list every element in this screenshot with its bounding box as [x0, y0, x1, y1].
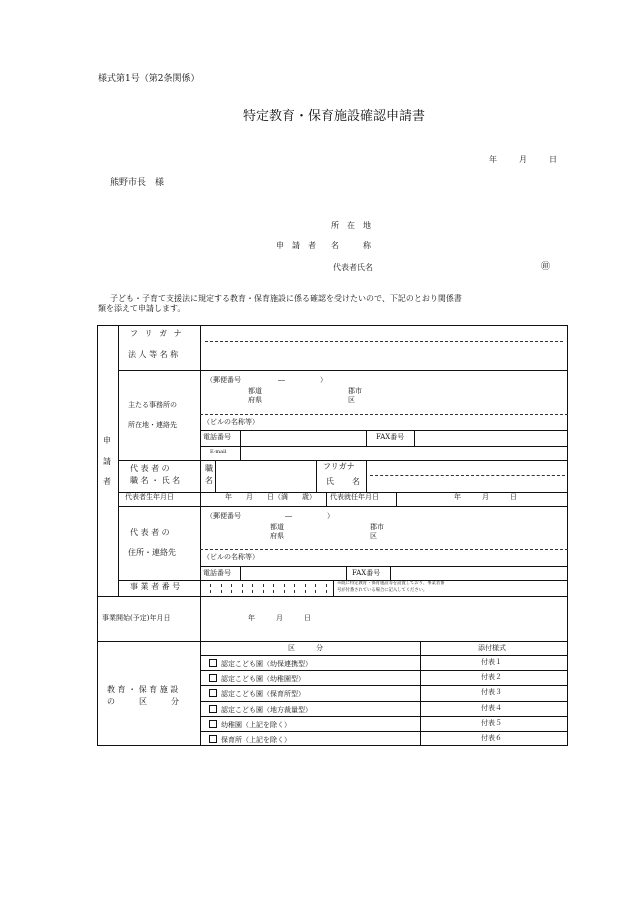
start-label: 事業開始(予定)年月日	[102, 614, 171, 622]
category-row-divider	[200, 701, 568, 702]
biz-note-1: ※既に特定教育・保育施設等を設置しており、事業者番	[337, 581, 445, 586]
fax-label: FAX番号	[376, 433, 405, 441]
rep-pref-1: 都道	[270, 523, 284, 531]
rep-postal-close: ）	[327, 512, 334, 520]
category-option[interactable]	[209, 705, 312, 714]
category-option-label: 保育所（上記を除く）	[221, 736, 291, 744]
category-option[interactable]	[209, 689, 305, 698]
rep-title-1: 代 表 者 の	[130, 464, 170, 473]
biz-no-digit-divider	[263, 584, 264, 593]
rep-city-2: 区	[370, 532, 377, 540]
intro-line-1: 子ども・子育て支援法に規定する教育・保育施設に係る確認を受けたいので、下記のとおり関係書	[110, 294, 462, 303]
rep-pref-2: 府県	[270, 532, 284, 540]
mei2-label: 名	[352, 477, 360, 486]
biz-note-2: 号が付番されている場合に記入してください。	[337, 588, 428, 593]
col-attach-header: 添付様式	[478, 644, 506, 652]
postal-label: （郵便番号	[206, 376, 241, 384]
addressee: 熊野市長 様	[110, 178, 165, 188]
checkbox-icon[interactable]	[209, 659, 217, 667]
rep-title-2: 職 名 ・ 氏 名	[130, 476, 181, 485]
checkbox-icon[interactable]	[209, 735, 217, 743]
corp-name-field[interactable]	[201, 343, 567, 370]
seal-mark: ㊞	[541, 262, 551, 272]
biz-no-digit-divider	[305, 584, 306, 593]
tel-label: 電話番号	[203, 433, 231, 441]
office-label-1: 主たる事務所の	[128, 401, 177, 409]
checkbox-icon[interactable]	[209, 720, 217, 728]
category-option-label: 認定こども園（幼稚園型）	[221, 675, 305, 684]
biz-no-label: 事 業 者 番 号	[130, 582, 181, 591]
attachment-form: 付表６	[481, 734, 502, 742]
appointed-label: 代表就任年月日	[330, 493, 379, 501]
birth-value: 年 月 日（満 歳）	[225, 493, 316, 501]
date-year: 年	[489, 155, 497, 164]
shi-label: 氏	[326, 477, 334, 486]
biz-no-digit-divider	[294, 584, 295, 593]
category-option-label: 認定こども園（幼保連携型）	[221, 660, 312, 668]
intro-line-2: 類を添えて申請します。	[98, 304, 186, 313]
building-label: （ビルの名称等）	[203, 418, 259, 426]
rep-tel-label: 電話番号	[203, 569, 231, 577]
corp-name-label: 法 人 等 名 称	[128, 350, 179, 359]
start-value: 年 月 日	[248, 614, 311, 622]
attachment-form: 付表５	[481, 718, 502, 727]
checkbox-icon[interactable]	[209, 705, 217, 713]
category-row-divider	[200, 716, 568, 717]
postal-close: ）	[320, 376, 327, 384]
side-label-3: 者	[103, 477, 111, 486]
checkbox-icon[interactable]	[209, 674, 217, 682]
rep-addr-label-1: 代 表 者 の	[130, 528, 170, 537]
address-label: 所 在 地	[331, 221, 371, 230]
category-option-label: 幼稚園（上記を除く）	[221, 720, 291, 729]
biz-no-field[interactable]	[201, 581, 332, 596]
office-label-2: 所在地・連絡先	[128, 421, 177, 429]
birth-label: 代表者生年月日	[125, 493, 174, 501]
category-row-divider	[200, 731, 568, 732]
form-number: 様式第1号（第2条関係）	[98, 74, 200, 84]
page-title: 特定教育・保育施設確認申請書	[243, 109, 426, 124]
biz-no-digit-divider	[273, 584, 274, 593]
appointed-value: 年 月 日	[454, 493, 517, 501]
category-option-label: 認定こども園（地方裁量型）	[221, 705, 312, 714]
applicant-label: 申 請 者	[276, 241, 316, 250]
rep-postal-label: （郵便番号	[206, 512, 241, 520]
category-label-2: の 区 分	[107, 697, 179, 706]
biz-no-digit-divider	[326, 584, 327, 593]
rep-city-1: 郡市	[370, 523, 384, 531]
rep-addr-label-2: 住所・連絡先	[128, 548, 176, 557]
biz-no-digit-divider	[242, 584, 243, 593]
pref-1: 都道	[248, 387, 262, 395]
mei-label: 名	[205, 476, 213, 485]
email-label: E-mail	[210, 449, 227, 455]
category-row-divider	[200, 670, 568, 671]
attachment-form: 付表１	[481, 658, 502, 666]
checkbox-icon[interactable]	[209, 689, 217, 697]
city-2: 区	[348, 396, 355, 404]
side-label-1: 申	[103, 436, 111, 445]
category-option[interactable]	[209, 735, 291, 744]
biz-no-digit-divider	[221, 584, 222, 593]
category-option-label: 認定こども園（保育所型）	[221, 690, 305, 699]
biz-no-digit-divider	[315, 584, 316, 593]
shoku-label: 職	[205, 464, 213, 473]
biz-no-digit-divider	[210, 584, 211, 593]
pref-2: 府県	[248, 396, 262, 404]
biz-no-digit-divider	[284, 584, 285, 593]
rep-furigana-label: フリガナ	[323, 462, 355, 471]
col-kubun-header: 区 分	[288, 644, 323, 652]
attachment-form: 付表２	[481, 673, 502, 682]
furigana-label: フ リ ガ ナ	[130, 329, 184, 338]
category-option[interactable]	[209, 659, 312, 668]
category-label-1: 教 育 ・ 保 育 施 設	[107, 685, 179, 694]
rep-building-label: （ビルの名称等）	[203, 553, 259, 561]
name-label: 名 称	[331, 241, 371, 250]
category-row-divider	[200, 685, 568, 686]
attachment-form: 付表４	[481, 703, 502, 712]
rep-postal-dash: ―	[285, 512, 292, 520]
date-day: 日	[549, 155, 557, 164]
category-option[interactable]	[209, 674, 305, 683]
city-1: 郡市	[348, 387, 362, 395]
representative-label: 代表者氏名	[333, 263, 373, 272]
rep-fax-label: FAX番号	[352, 569, 381, 577]
biz-no-digit-divider	[252, 584, 253, 593]
category-option[interactable]	[209, 720, 291, 729]
attachment-form: 付表３	[481, 688, 502, 697]
biz-no-digit-divider	[231, 584, 232, 593]
date-month: 月	[519, 155, 527, 164]
side-label-2: 請	[103, 457, 111, 466]
postal-dash: ―	[278, 376, 285, 384]
